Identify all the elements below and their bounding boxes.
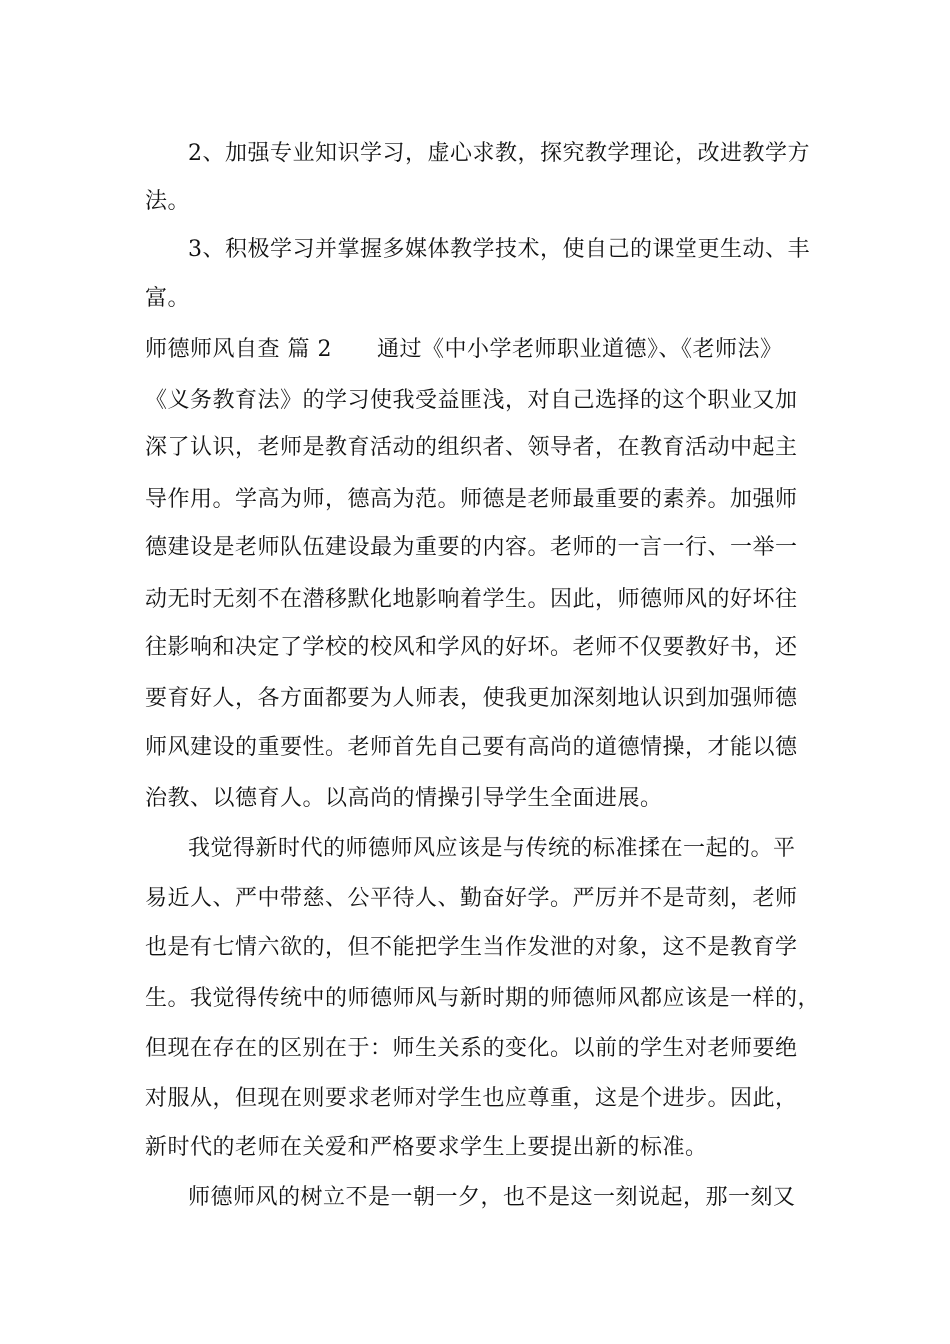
paragraph-line: 2、加强专业知识学习，虚心求教，探究教学理论，改进教学方 bbox=[188, 141, 810, 166]
paragraph-line: 动无时无刻不在潜移默化地影响着学生。因此，师德师风的好坏往 bbox=[145, 587, 798, 612]
section-heading: 师德师风自查 篇 2 bbox=[145, 337, 332, 362]
paragraph-line: 治教、以德育人。以高尚的情操引导学生全面进展。 bbox=[145, 786, 663, 811]
paragraph-text: 通过《中小学老师职业道德》、《老师法》 bbox=[377, 337, 783, 362]
paragraph-line: 法。 bbox=[145, 189, 191, 214]
paragraph-line: 对服从，但现在则要求老师对学生也应尊重，这是个进步。因此， bbox=[145, 1086, 798, 1111]
paragraph-line: 要育好人，各方面都要为人师表，使我更加深刻地认识到加强师德 bbox=[145, 686, 798, 711]
section-heading-line bbox=[145, 335, 783, 365]
paragraph-line: 德建设是老师队伍建设最为重要的内容。老师的一言一行、一举一 bbox=[145, 535, 798, 560]
paragraph-line: 深了认识，老师是教育活动的组织者、领导者，在教育活动中起主 bbox=[145, 435, 798, 460]
paragraph-line: 也是有七情六欲的，但不能把学生当作发泄的对象，这不是教育学 bbox=[145, 935, 798, 960]
paragraph-line: 师德师风的树立不是一朝一夕，也不是这一刻说起，那一刻又 bbox=[188, 1185, 796, 1210]
paragraph-line: 新时代的老师在关爱和严格要求学生上要提出新的标准。 bbox=[145, 1135, 708, 1160]
paragraph-line: 3、积极学习并掌握多媒体教学技术，使自己的课堂更生动、丰 bbox=[188, 237, 810, 262]
paragraph-line: 导作用。学高为师，德高为范。师德是老师最重要的素养。加强师 bbox=[145, 487, 798, 512]
paragraph-line: 《义务教育法》的学习使我受益匪浅，对自己选择的这个职业又加 bbox=[145, 388, 798, 413]
paragraph-line: 但现在存在的区别在于：师生关系的变化。以前的学生对老师要绝 bbox=[145, 1036, 798, 1061]
paragraph-line: 我觉得新时代的师德师风应该是与传统的标准揉在一起的。平 bbox=[188, 836, 796, 861]
paragraph-line: 师风建设的重要性。老师首先自己要有高尚的道德情操，才能以德 bbox=[145, 735, 798, 760]
paragraph-line: 生。我觉得传统中的师德师风与新时期的师德师风都应该是一样的， bbox=[145, 986, 821, 1011]
paragraph-line: 往影响和决定了学校的校风和学风的好坏。老师不仅要教好书，还 bbox=[145, 635, 798, 660]
paragraph-line: 富。 bbox=[145, 286, 191, 311]
paragraph-line: 易近人、严中带慈、公平待人、勤奋好学。严厉并不是苛刻，老师 bbox=[145, 886, 798, 911]
